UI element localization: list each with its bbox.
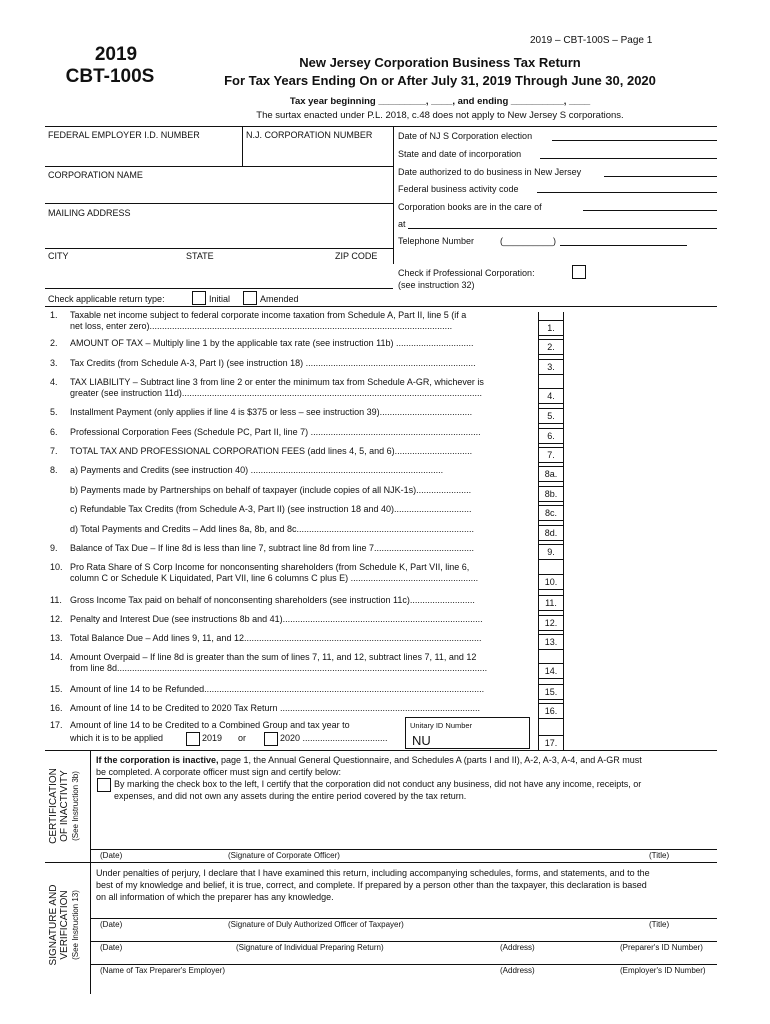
line-amount-field[interactable] bbox=[563, 447, 717, 461]
prof-corp-checkbox[interactable] bbox=[572, 265, 586, 279]
line-text: Amount of line 14 to be Refunded................................................................................................................ bbox=[70, 684, 485, 694]
inactivity-p1: page 1, the Annual General Questionnaire, and Schedules A (parts I and II), A-2, A-3, A-4, and A-GR must bbox=[218, 755, 642, 765]
year-2020-checkbox[interactable] bbox=[264, 732, 278, 746]
employer-sign-line[interactable] bbox=[90, 964, 717, 965]
activity-code-label: Federal business activity code bbox=[398, 184, 519, 194]
preparer-signature: (Signature of Individual Preparing Return) bbox=[236, 943, 384, 952]
grid-top-line bbox=[45, 126, 717, 127]
books-care-label: Corporation books are in the care of bbox=[398, 202, 542, 212]
form-subtitle: For Tax Years Ending On or After July 31, 2019 Through June 30, 2020 bbox=[224, 73, 656, 88]
inactivity-para-2b: expenses, and did not own any assets during the entire period covered by the tax return. bbox=[114, 791, 467, 801]
line-number: 2. bbox=[50, 338, 58, 348]
form-number: CBT-100S bbox=[65, 66, 155, 87]
line-text: b) Payments made by Partnerships on behalf of taxpayer (include copies of all NJK-1s)...................... bbox=[70, 485, 472, 495]
line-text: AMOUNT OF TAX – Multiply line 1 by the applicable tax rate (see instruction 11b) ............................... bbox=[70, 338, 474, 348]
signature-side-line bbox=[90, 862, 91, 994]
line-number-box: 8b. bbox=[538, 486, 564, 502]
line-text: Penalty and Interest Due (see instructions 8b and 41)................................................................................ bbox=[70, 614, 483, 624]
line-text: Installment Payment (only applies if line 4 is $375 or less – see instruction 39)..................................... bbox=[70, 407, 473, 417]
line-amount-field[interactable] bbox=[563, 544, 717, 558]
line-amount-field[interactable] bbox=[563, 615, 717, 629]
inactivity-signature: (Signature of Corporate Officer) bbox=[228, 851, 340, 860]
election-date-label: Date of NJ S Corporation election bbox=[398, 131, 533, 141]
grid-divider-1 bbox=[242, 126, 243, 166]
line-number-box: 1. bbox=[538, 320, 564, 336]
activity-code-input[interactable] bbox=[537, 192, 717, 193]
incorporation-input[interactable] bbox=[540, 158, 717, 159]
initial-checkbox[interactable] bbox=[192, 291, 206, 305]
inactivity-top-line bbox=[45, 750, 717, 751]
inactivity-checkbox[interactable] bbox=[97, 778, 111, 792]
amended-label: Amended bbox=[260, 294, 299, 304]
telephone-label: Telephone Number bbox=[398, 236, 475, 246]
authorized-date-input[interactable] bbox=[604, 176, 717, 177]
state-field[interactable]: STATE bbox=[186, 251, 214, 261]
line-amount-field[interactable] bbox=[563, 339, 717, 353]
unitary-id-prefix: NU bbox=[412, 733, 431, 748]
year-2019-label: 2019 bbox=[202, 733, 223, 743]
line-number-box: 7. bbox=[538, 447, 564, 463]
preparer-date: (Date) bbox=[100, 943, 123, 952]
line-number: 9. bbox=[50, 543, 58, 553]
prof-corp-note: (see instruction 32) bbox=[398, 280, 475, 290]
preparer-sign-line[interactable] bbox=[90, 941, 717, 942]
line-number-box: 13. bbox=[538, 634, 564, 650]
inactivity-para-1b: be completed. A corporate officer must sign and certify below: bbox=[96, 767, 341, 777]
line-number: 10. bbox=[50, 562, 63, 572]
line-number: 12. bbox=[50, 614, 63, 624]
line-amount-field[interactable] bbox=[563, 505, 717, 519]
line-number-box: 2. bbox=[538, 339, 564, 355]
return-type-label: Check applicable return type: bbox=[48, 294, 165, 304]
line-amount-field[interactable] bbox=[563, 574, 717, 588]
line-text: d) Total Payments and Credits – Add lines 8a, 8b, and 8c....................................................................... bbox=[70, 524, 475, 534]
officer-signature: (Signature of Duly Authorized Officer of Taxpayer) bbox=[228, 920, 404, 929]
employer-id: (Employer's ID Number) bbox=[620, 966, 706, 975]
line-number-box: 9. bbox=[538, 544, 564, 560]
line-number-box: 8a. bbox=[538, 466, 564, 482]
line-number-box: 8c. bbox=[538, 505, 564, 521]
line-17-text2: which it is to be applied bbox=[70, 733, 164, 743]
line-text: Total Balance Due – Add lines 9, 11, and 12............................................................................................... bbox=[70, 633, 482, 643]
incorporation-label: State and date of incorporation bbox=[398, 149, 522, 159]
grid-line-3 bbox=[45, 203, 393, 204]
line-text: Balance of Tax Due – If line 8d is less than line 7, subtract line 8d from line 7........................................ bbox=[70, 543, 475, 553]
authorized-date-label: Date authorized to do business in New Jersey bbox=[398, 167, 582, 177]
line-amount-field[interactable] bbox=[563, 320, 717, 334]
line-number: 4. bbox=[50, 377, 58, 387]
line-number-box: 6. bbox=[538, 428, 564, 444]
mailing-address-field[interactable]: MAILING ADDRESS bbox=[48, 208, 131, 218]
grid-line-5 bbox=[45, 288, 393, 289]
year-2020-label: 2020 .................................. bbox=[280, 733, 388, 743]
line-text-continued: greater (see instruction 11d)........................................................................................................................ bbox=[70, 388, 482, 398]
amended-checkbox[interactable] bbox=[243, 291, 257, 305]
unitary-id-label: Unitary ID Number bbox=[410, 721, 473, 730]
line-text: TAX LIABILITY – Subtract line 3 from line 2 or enter the minimum tax from Schedule A-GR, whichever is bbox=[70, 377, 484, 387]
page-number: 2019 – CBT-100S – Page 1 bbox=[530, 35, 653, 46]
corporation-name-field[interactable]: CORPORATION NAME bbox=[48, 170, 143, 180]
line-text-continued: net loss, enter zero)......................................................................................................................... bbox=[70, 321, 453, 331]
line-number-box: 5. bbox=[538, 408, 564, 424]
form-year: 2019 bbox=[94, 44, 138, 65]
zip-field[interactable]: ZIP CODE bbox=[335, 251, 378, 261]
line-number: 7. bbox=[50, 446, 58, 456]
line-amount-field[interactable] bbox=[563, 663, 717, 677]
tax-year-line: Tax year beginning _________, ____, and ending __________, ____ bbox=[289, 96, 591, 107]
line-number: 5. bbox=[50, 407, 58, 417]
perjury-line-2: best of my knowledge and belief, it is true, correct, and complete. If prepared by a person other than the taxpayer, this declaration is based bbox=[96, 880, 647, 890]
perjury-line-1: Under penalties of perjury, I declare that I have examined this return, including accompanying schedules, forms, and statements, and to the bbox=[96, 868, 650, 878]
books-care-input[interactable] bbox=[583, 210, 717, 211]
inactivity-side-line bbox=[90, 750, 91, 862]
line-17-box: 17. bbox=[538, 735, 564, 751]
line-number: 3. bbox=[50, 358, 58, 368]
line-number-box: 3. bbox=[538, 359, 564, 375]
line-text: TOTAL TAX AND PROFESSIONAL CORPORATION FEES (add lines 4, 5, and 6)............................... bbox=[70, 446, 473, 456]
line-amount-field[interactable] bbox=[563, 634, 717, 648]
city-field[interactable]: CITY bbox=[48, 251, 69, 261]
nj-corp-number-field[interactable]: N.J. CORPORATION NUMBER bbox=[246, 130, 373, 140]
surtax-note: The surtax enacted under P.L. 2018, c.48 does not apply to New Jersey S corporations. bbox=[256, 110, 624, 121]
initial-label: Initial bbox=[209, 294, 231, 304]
line-text: Professional Corporation Fees (Schedule PC, Part II, line 7) .................................................................... bbox=[70, 427, 481, 437]
officer-sign-line[interactable] bbox=[90, 918, 717, 919]
line-number: 15. bbox=[50, 684, 63, 694]
lines-top-line bbox=[45, 306, 717, 307]
line-number-box: 10. bbox=[538, 574, 564, 590]
line-text: Tax Credits (from Schedule A-3, Part I) (see instruction 18) .................................................................... bbox=[70, 358, 476, 368]
line-text: c) Refundable Tax Credits (from Schedule A-3, Part II) (see instruction 18 and 40)............................... bbox=[70, 504, 472, 514]
grid-line-2 bbox=[45, 166, 393, 167]
line-number-box: 11. bbox=[538, 595, 564, 611]
line-text-continued: column C or Schedule K Liquidated, Part VII, line 6 columns C plus E) ................................................... bbox=[70, 573, 479, 583]
inactivity-para-1 bbox=[96, 755, 642, 765]
inactivity-para-2: By marking the check box to the left, I certify that the corporation did not conduct any business, did not have any income, receipts, or bbox=[114, 779, 642, 789]
prof-corp-label: Check if Professional Corporation: bbox=[398, 268, 535, 278]
line-amount-field[interactable] bbox=[563, 595, 717, 609]
line-number: 14. bbox=[50, 652, 63, 662]
inactivity-sign-line[interactable] bbox=[90, 849, 717, 850]
line-amount-field[interactable] bbox=[563, 525, 717, 539]
line-number: 1. bbox=[50, 310, 58, 320]
line-text: Amount Overpaid – If line 8d is greater than the sum of lines 7, 11, and 12, subtract lines 7, 11, and 12 bbox=[70, 652, 477, 662]
line-text: Pro Rata Share of S Corp Income for nonconsenting shareholders (from Schedule K, Part VII, line 6, bbox=[70, 562, 470, 572]
line-amount-field[interactable] bbox=[563, 703, 717, 717]
year-2019-checkbox[interactable] bbox=[186, 732, 200, 746]
election-date-input[interactable] bbox=[552, 140, 717, 141]
line-text: Gross Income Tax paid on behalf of nonconsenting shareholders (see instruction 11c).......................... bbox=[70, 595, 475, 605]
inactivity-bold: If the corporation is inactive, bbox=[96, 755, 219, 765]
signature-top-line bbox=[45, 862, 717, 863]
books-at-input[interactable] bbox=[408, 228, 717, 229]
fein-field[interactable]: FEDERAL EMPLOYER I.D. NUMBER bbox=[48, 130, 200, 140]
officer-date: (Date) bbox=[100, 920, 123, 929]
line-text: Amount of line 14 to be Credited to 2020 Tax Return ................................................................................ bbox=[70, 703, 481, 713]
line-17-text: Amount of line 14 to be Credited to a Combined Group and tax year to bbox=[70, 720, 350, 730]
employer-name: (Name of Tax Preparer's Employer) bbox=[100, 966, 225, 975]
preparer-id: (Preparer's ID Number) bbox=[620, 943, 703, 952]
employer-address: (Address) bbox=[500, 966, 535, 975]
line-amount-field[interactable] bbox=[563, 408, 717, 422]
line-number-box: 12. bbox=[538, 615, 564, 631]
inactivity-side-title bbox=[48, 752, 81, 860]
signature-side-3: (See Instruction 13) bbox=[71, 890, 80, 960]
signature-side-title bbox=[48, 868, 81, 982]
line-number-box: 14. bbox=[538, 663, 564, 679]
form-title: New Jersey Corporation Business Tax Return bbox=[299, 55, 581, 70]
perjury-line-3: on all information of which the preparer has any knowledge. bbox=[96, 892, 334, 902]
line-number: 13. bbox=[50, 633, 63, 643]
inactivity-title: (Title) bbox=[649, 851, 670, 860]
line-number-box: 15. bbox=[538, 684, 564, 700]
line-amount-field[interactable] bbox=[563, 359, 717, 373]
line-17-number: 17. bbox=[50, 720, 63, 730]
line-amount-field[interactable] bbox=[563, 486, 717, 500]
telephone-area[interactable]: (__________) bbox=[500, 236, 557, 246]
line-amount-field[interactable] bbox=[563, 388, 717, 402]
line-number: 11. bbox=[50, 595, 62, 605]
unitary-id-field[interactable] bbox=[405, 717, 530, 749]
line-amount-field[interactable] bbox=[563, 466, 717, 480]
grid-divider-2 bbox=[393, 126, 394, 264]
telephone-input[interactable] bbox=[560, 245, 687, 246]
or-label: or bbox=[238, 733, 247, 743]
line-number-box: 4. bbox=[538, 388, 564, 404]
line-text: Taxable net income subject to federal corporate income taxation from Schedule A, Part II, line 5 (if a bbox=[70, 310, 467, 320]
line-number-box: 16. bbox=[538, 703, 564, 719]
signature-side-2: VERIFICATION bbox=[59, 890, 70, 960]
inactivity-side-1: CERTIFICATION bbox=[48, 768, 59, 844]
line-17-amount[interactable] bbox=[563, 735, 717, 749]
line-amount-field[interactable] bbox=[563, 684, 717, 698]
line-number: 6. bbox=[50, 427, 58, 437]
line-text: a) Payments and Credits (see instruction 40) ............................................................................. bbox=[70, 465, 444, 475]
preparer-address: (Address) bbox=[500, 943, 535, 952]
line-number-box: 8d. bbox=[538, 525, 564, 541]
inactivity-date: (Date) bbox=[100, 851, 123, 860]
inactivity-side-3: (See Instruction 3b) bbox=[71, 771, 80, 841]
line-amount-field[interactable] bbox=[563, 428, 717, 442]
inactivity-side-2: OF INACTIVITY bbox=[59, 770, 70, 842]
line-number: 16. bbox=[50, 703, 63, 713]
line-text-continued: from line 8d.................................................................................................................................................... bbox=[70, 663, 488, 673]
books-at-label: at bbox=[398, 219, 406, 229]
signature-side-1: SIGNATURE AND bbox=[48, 884, 59, 966]
grid-line-4 bbox=[45, 248, 393, 249]
line-number: 8. bbox=[50, 465, 58, 475]
officer-title: (Title) bbox=[649, 920, 670, 929]
